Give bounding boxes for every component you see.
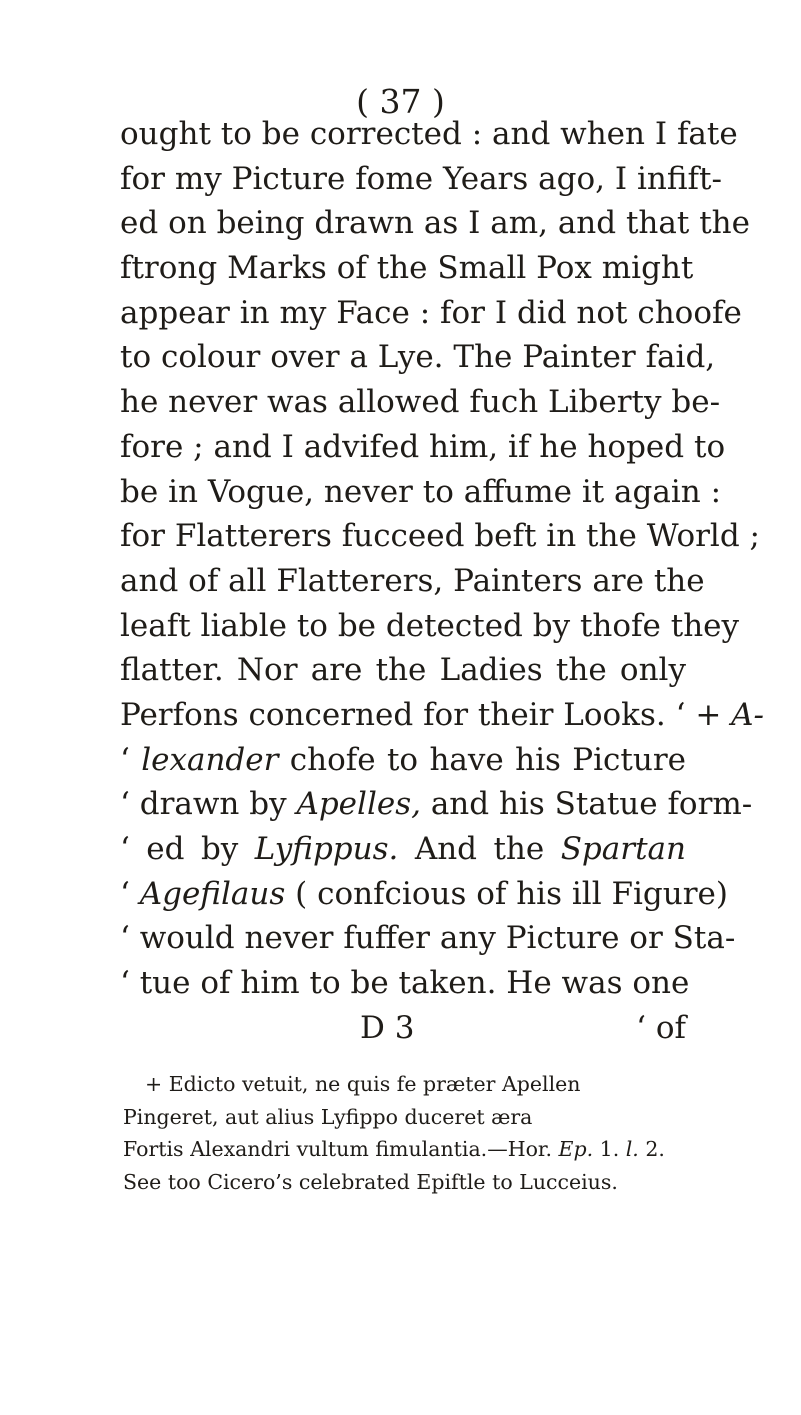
text-line: flatter. Nor are the Ladies the only: [120, 652, 686, 689]
text-line: ed on being drawn as I am, and that the: [120, 205, 750, 242]
text-line: for my Picture fome Years ago, I infift-: [120, 160, 722, 197]
text-line: ‘ drawn by Apelles, and his Statue form-: [120, 786, 753, 823]
text-line: to colour over a Lye. The Painter faid,: [120, 339, 716, 376]
text-line: ‘ Agefilaus ( confcious of his ill Figure): [120, 875, 728, 912]
text-line: ‘ ed by Lyfippus. And the Spartan: [120, 831, 686, 867]
text-line: ‘ would never fuffer any Picture or Sta-: [120, 920, 736, 957]
footnote-line: Fortis Alexandri vultum fimulantia.—Hor. Ep. 1. l. 2.: [123, 1137, 665, 1161]
footnote-line: Pingeret, aut alius Lyfippo duceret æra: [123, 1104, 533, 1129]
text-line: he never was allowed fuch Liberty be-: [120, 384, 721, 421]
text-line: for Flatterers fucceed beft in the World ;: [120, 518, 760, 555]
footnote-line: See too Cicero’s celebrated Epiftle to Lucceius.: [123, 1169, 618, 1194]
text-line: Perfons concerned for their Looks. ‘ + A-: [120, 696, 765, 733]
text-line: ftrong Marks of the Small Pox might: [120, 250, 694, 287]
text-line: ‘ lexander chofe to have his Picture: [120, 741, 686, 778]
page-number: ( 37 ): [356, 82, 445, 121]
text-line: ought to be corrected : and when I fate: [120, 116, 738, 152]
text-line: and of all Flatterers, Painters are the: [120, 562, 705, 599]
text-line: ‘ tue of him to be taken. He was one: [120, 965, 690, 1002]
text-line: appear in my Face : for I did not choofe: [120, 294, 742, 331]
text-line: fore ; and I advifed him, if he hoped to: [120, 428, 726, 465]
signature-line: [120, 1006, 686, 1050]
text-line: be in Vogue, never to affume it again :: [120, 473, 722, 510]
text-line: leaft liable to be detected by thofe they: [120, 607, 740, 644]
footnotes: [123, 1068, 723, 1198]
catchword: ‘ of: [636, 1010, 686, 1046]
signature-mark: D 3: [360, 1010, 415, 1046]
body-text: [120, 112, 765, 1006]
footnote-line: + Edicto vetuit, ne quis fe præter Apellen: [145, 1072, 581, 1096]
